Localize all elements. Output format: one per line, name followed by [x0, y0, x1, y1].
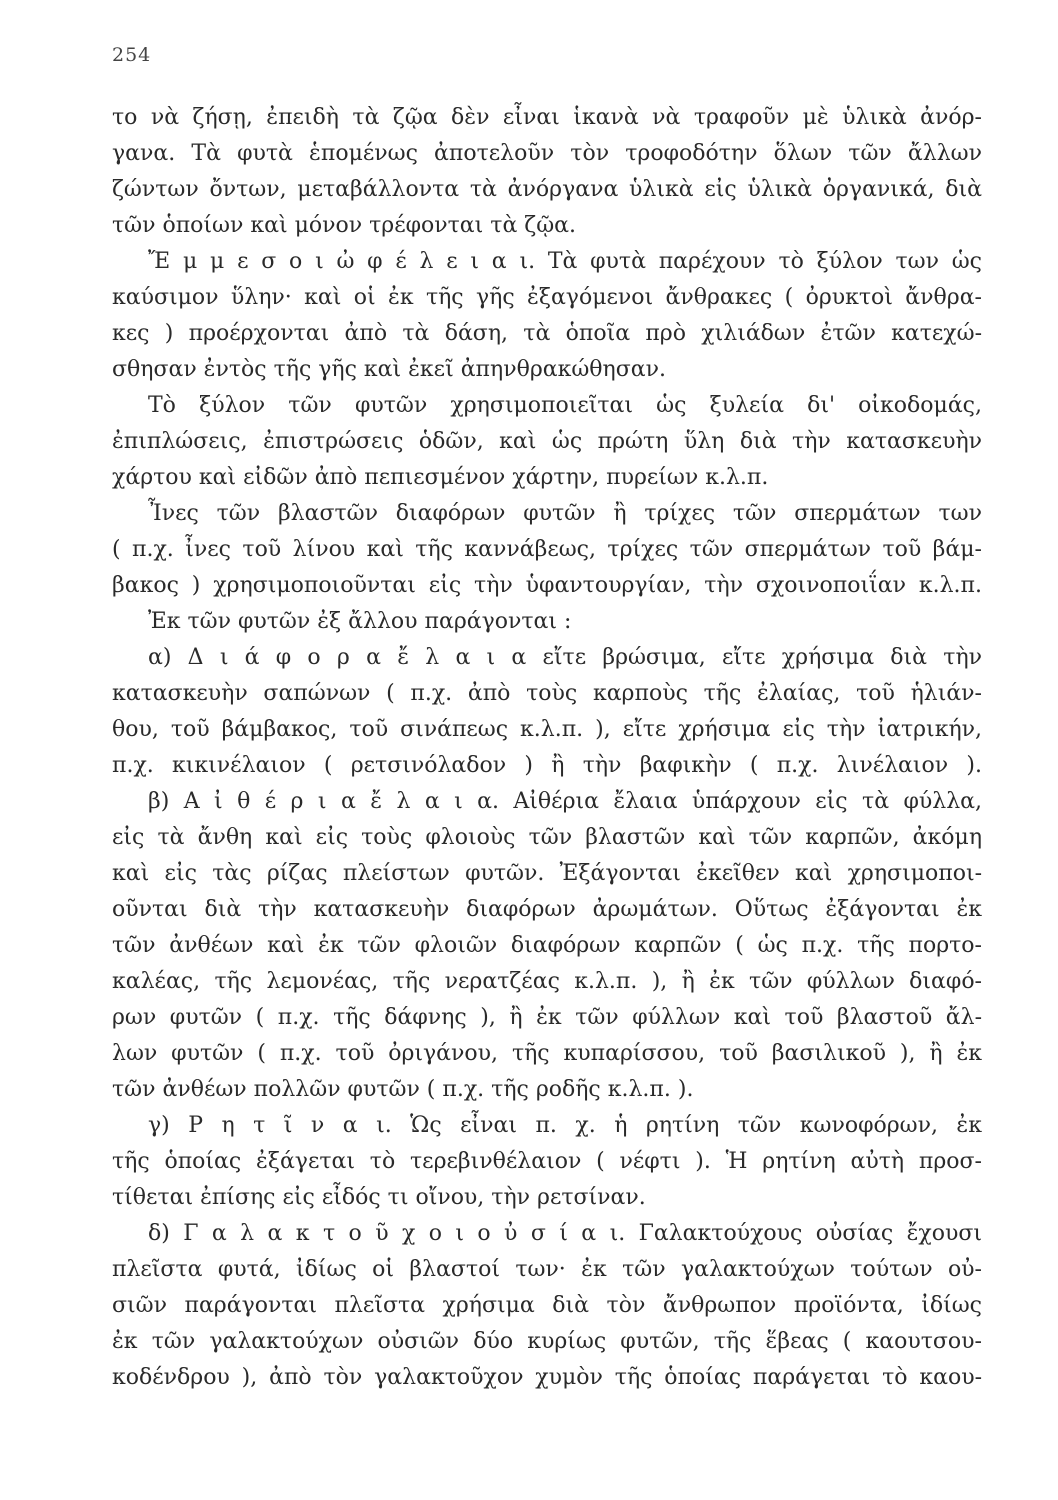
text-line: εἰς τὰ ἄνθη καὶ εἰς τοὺς φλοιοὺς τῶν βλαστῶν καὶ τῶν καρπῶν, ἀκόμη	[112, 825, 982, 850]
text-line: κατασκευὴν σαπώνων ( π.χ. ἀπὸ τοὺς καρποὺς τῆς ἐλαίας, τοῦ ἡλιάν-	[112, 681, 982, 706]
text-line: ἐπιπλώσεις, ἐπιστρώσεις ὁδῶν, καὶ ὡς πρώτη ὕλη διὰ τὴν κατασκευὴν	[112, 429, 982, 454]
text-line: ἐκ τῶν γαλακτούχων οὐσιῶν δύο κυρίως φυτῶν, τῆς ἕβεας ( καουτσου-	[112, 1329, 982, 1354]
text-line: τῶν ὁποίων καὶ μόνον τρέφονται τὰ ζῷα.	[112, 213, 577, 238]
text-line: α) Δ ι ά φ ο ρ α ἔ λ α ι α εἴτε βρώσιμα, εἴτε χρήσιμα διὰ τὴν	[148, 645, 982, 670]
text-line: Τὸ ξύλον τῶν φυτῶν χρησιμοποιεῖται ὡς ξυλεία δι' οἰκοδομάς,	[148, 393, 982, 418]
text-line: χάρτου καὶ εἰδῶν ἀπὸ πεπιεσμένον χάρτην, πυρείων κ.λ.π.	[112, 465, 769, 490]
text-line: τῶν ἀνθέων πολλῶν φυτῶν ( π.χ. τῆς ροδῆς κ.λ.π. ).	[112, 1077, 694, 1102]
text-line: οῦνται διὰ τὴν κατασκευὴν διαφόρων ἀρωμάτων. Οὕτως ἐξάγονται ἐκ	[112, 897, 982, 922]
body-text	[112, 100, 982, 1396]
text-line: ζώντων ὄντων, μεταβάλλοντα τὰ ἀνόργανα ὑλικὰ εἰς ὑλικὰ ὀργανικά, διὰ	[112, 177, 982, 202]
text-line: καλέας, τῆς λεμονέας, τῆς νερατζέας κ.λ.π. ), ἢ ἐκ τῶν φύλλων διαφό-	[112, 969, 982, 994]
text-line: τίθεται ἐπίσης εἰς εἶδός τι οἴνου, τὴν ρετσίναν.	[112, 1185, 646, 1210]
text-line: ( π.χ. ἶνες τοῦ λίνου καὶ τῆς καννάβεως, τρίχες τῶν σπερμάτων τοῦ βάμ-	[112, 537, 982, 562]
text-line: δ) Γ α λ α κ τ ο ῦ χ ο ι ο ὐ σ ί α ι. Γαλακτούχους οὐσίας ἔχουσι	[148, 1221, 982, 1246]
text-line: γανα. Τὰ φυτὰ ἑπομένως ἀποτελοῦν τὸν τροφοδότην ὅλων τῶν ἄλλων	[112, 141, 982, 166]
text-line: π.χ. κικινέλαιον ( ρετσινόλαδον ) ἢ τὴν βαφικὴν ( π.χ. λινέλαιον ).	[112, 753, 982, 778]
text-line: βακος ) χρησιμοποιοῦνται εἰς τὴν ὑφαντουργίαν, τὴν σχοινοποιΐαν κ.λ.π.	[112, 573, 982, 598]
text-line: β) Α ἰ θ έ ρ ι α ἔ λ α ι α. Αἰθέρια ἔλαια ὑπάρχουν εἰς τὰ φύλλα,	[148, 789, 982, 814]
text-line: καὶ εἰς τὰς ρίζας πλείστων φυτῶν. Ἐξάγονται ἐκεῖθεν καὶ χρησιμοποι-	[112, 861, 982, 886]
text-line: πλεῖστα φυτά, ἰδίως οἱ βλαστοί των· ἐκ τῶν γαλακτούχων τούτων οὐ-	[112, 1257, 982, 1282]
text-line: ρων φυτῶν ( π.χ. τῆς δάφνης ), ἢ ἐκ τῶν φύλλων καὶ τοῦ βλαστοῦ ἄλ-	[112, 1005, 982, 1030]
text-line: το νὰ ζήσῃ, ἐπειδὴ τὰ ζῷα δὲν εἶναι ἱκανὰ νὰ τραφοῦν μὲ ὑλικὰ ἀνόρ-	[112, 105, 982, 130]
text-line: τῶν ἀνθέων καὶ ἐκ τῶν φλοιῶν διαφόρων καρπῶν ( ὡς π.χ. τῆς πορτο-	[112, 933, 982, 958]
text-line: θου, τοῦ βάμβακος, τοῦ σινάπεως κ.λ.π. ), εἴτε χρήσιμα εἰς τὴν ἰατρικήν,	[112, 717, 982, 742]
text-line: κοδένδρου ), ἀπὸ τὸν γαλακτοῦχον χυμὸν τῆς ὁποίας παράγεται τὸ καου-	[112, 1365, 982, 1390]
page-number: 254	[112, 44, 152, 66]
text-line: λων φυτῶν ( π.χ. τοῦ ὀριγάνου, τῆς κυπαρίσσου, τοῦ βασιλικοῦ ), ἢ ἐκ	[112, 1041, 982, 1066]
text-line: γ) Ρ η τ ῖ ν α ι. Ὡς εἶναι π. χ. ἡ ρητίνη τῶν κωνοφόρων, ἐκ	[148, 1113, 982, 1138]
text-line: καύσιμον ὕλην· καὶ οἱ ἐκ τῆς γῆς ἐξαγόμενοι ἄνθρακες ( ὀρυκτοὶ ἄνθρα-	[112, 285, 982, 310]
text-line: σιῶν παράγονται πλεῖστα χρήσιμα διὰ τὸν ἄνθρωπον προϊόντα, ἰδίως	[112, 1293, 982, 1318]
text-line: Ἶνες τῶν βλαστῶν διαφόρων φυτῶν ἢ τρίχες τῶν σπερμάτων των	[148, 501, 982, 526]
text-line: Ἔ μ μ ε σ ο ι ὠ φ έ λ ε ι α ι. Τὰ φυτὰ παρέχουν τὸ ξύλον των ὡς	[148, 249, 982, 274]
text-line: τῆς ὁποίας ἐξάγεται τὸ τερεβινθέλαιον ( νέφτι ). Ἡ ρητίνη αὐτὴ προσ-	[112, 1149, 982, 1174]
text-line: σθησαν ἐντὸς τῆς γῆς καὶ ἐκεῖ ἀπηνθρακώθησαν.	[112, 357, 666, 382]
text-line: κες ) προέρχονται ἀπὸ τὰ δάση, τὰ ὁποῖα πρὸ χιλιάδων ἐτῶν κατεχώ-	[112, 321, 982, 346]
text-line: Ἐκ τῶν φυτῶν ἐξ ἄλλου παράγονται :	[148, 609, 572, 634]
